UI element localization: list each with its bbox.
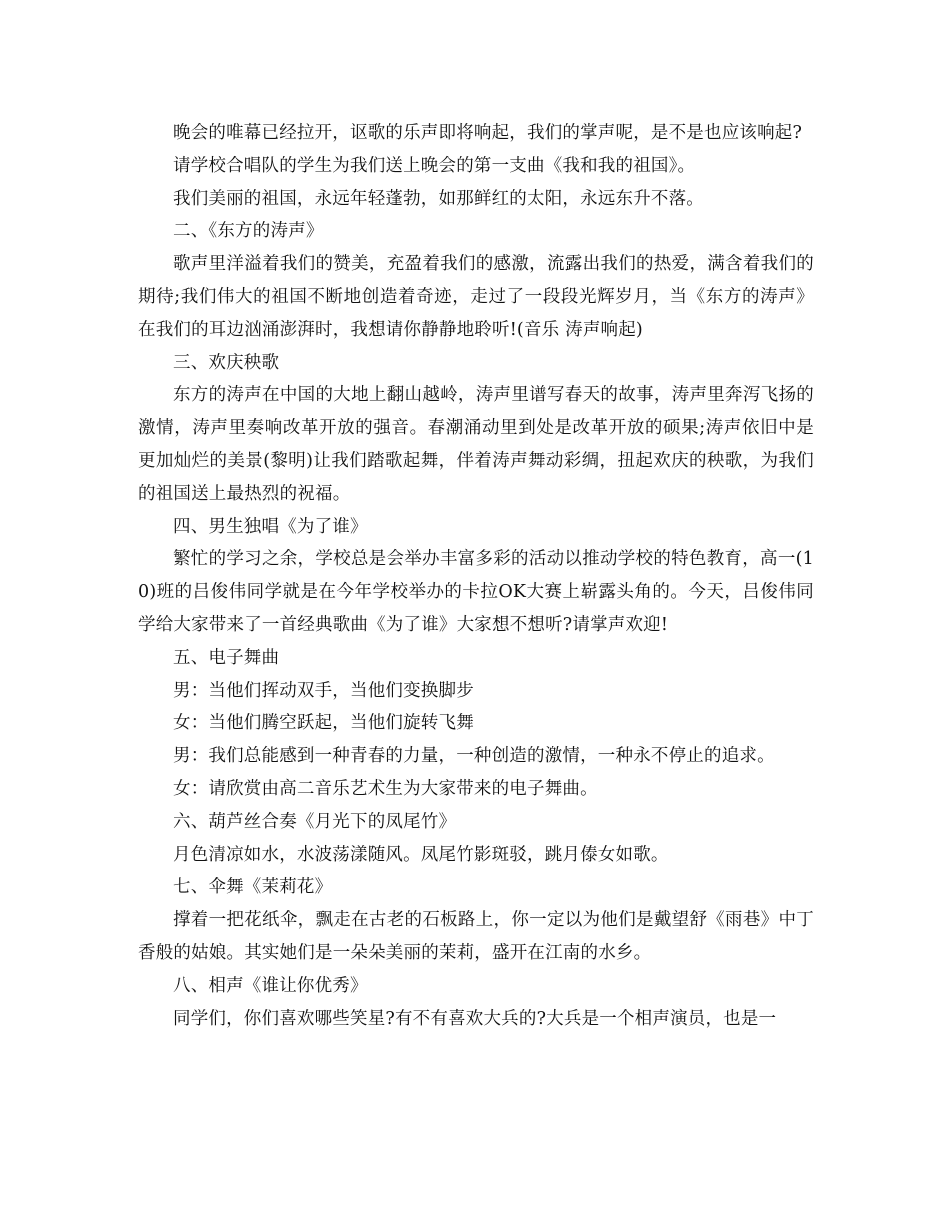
paragraph: 繁忙的学习之余，学校总是会举办丰富多彩的活动以推动学校的特色教育，高一(10)班的吕俊伟同学就是在今年学校举办的卡拉OK大赛上崭露头角的。今天，吕俊伟同学给大家带来了一首经典歌曲《为了谁》大家想不想听?请掌声欢迎!: [138, 549, 814, 635]
dialogue-line: 女：请欣赏由高二音乐艺术生为大家带来的电子舞曲。: [173, 778, 598, 799]
section-heading: 二、《东方的涛声》: [173, 221, 324, 242]
paragraph: 东方的涛声在中国的大地上翻山越岭，涛声里谱写春天的故事，涛声里奔泻飞扬的激情，涛声里奏响改革开放的强音。春潮涌动里到处是改革开放的硕果;涛声依旧中是更加灿烂的美景(黎明)让我们踏歌起舞，伴着涛声舞动彩绸，扭起欢庆的秧歌，为我们的祖国送上最热烈的祝福。: [138, 385, 814, 504]
paragraph: 请学校合唱队的学生为我们送上晚会的第一支曲《我和我的祖国》。: [173, 155, 696, 176]
dialogue-line: 女：当他们腾空跃起，当他们旋转飞舞: [173, 713, 474, 734]
section-heading: 八、相声《谁让你优秀》: [173, 975, 368, 996]
dialogue-line: 男：我们总能感到一种青春的力量，一种创造的激情，一种永不停止的追求。: [173, 746, 775, 767]
section-heading: 六、葫芦丝合奏《月光下的凤尾竹》: [173, 811, 457, 832]
section-heading: 七、伞舞《茉莉花》: [173, 877, 333, 898]
section-heading: 四、男生独唱《为了谁》: [173, 516, 368, 537]
document-body: [138, 117, 814, 1035]
section-heading: 三、欢庆秧歌: [173, 352, 280, 373]
dialogue-line: 男：当他们挥动双手，当他们变换脚步: [173, 680, 474, 701]
section-heading: 五、电子舞曲: [173, 647, 280, 668]
paragraph: 撑着一把花纸伞，飘走在古老的石板路上，你一定以为他们是戴望舒《雨巷》中丁香般的姑娘。其实她们是一朵朵美丽的茉莉，盛开在江南的水乡。: [138, 910, 814, 963]
paragraph: 我们美丽的祖国，永远年轻蓬勃，如那鲜红的太阳，永远东升不落。: [173, 188, 704, 209]
paragraph: 月色清凉如水，水波荡漾随风。凤尾竹影斑驳，跳月傣女如歌。: [173, 844, 669, 865]
paragraph: 歌声里洋溢着我们的赞美，充盈着我们的感激，流露出我们的热爱，满含着我们的期待;我们伟大的祖国不断地创造着奇迹，走过了一段段光辉岁月，当《东方的涛声》在我们的耳边汹涌澎湃时，我想请你静静地聆听!(音乐 涛声响起): [138, 254, 814, 340]
paragraph: 晚会的唯幕已经拉开，讴歌的乐声即将响起，我们的掌声呢，是不是也应该响起?: [173, 123, 803, 143]
paragraph: 同学们，你们喜欢哪些笑星?有不有喜欢大兵的?大兵是一个相声演员，也是一: [173, 1008, 777, 1029]
